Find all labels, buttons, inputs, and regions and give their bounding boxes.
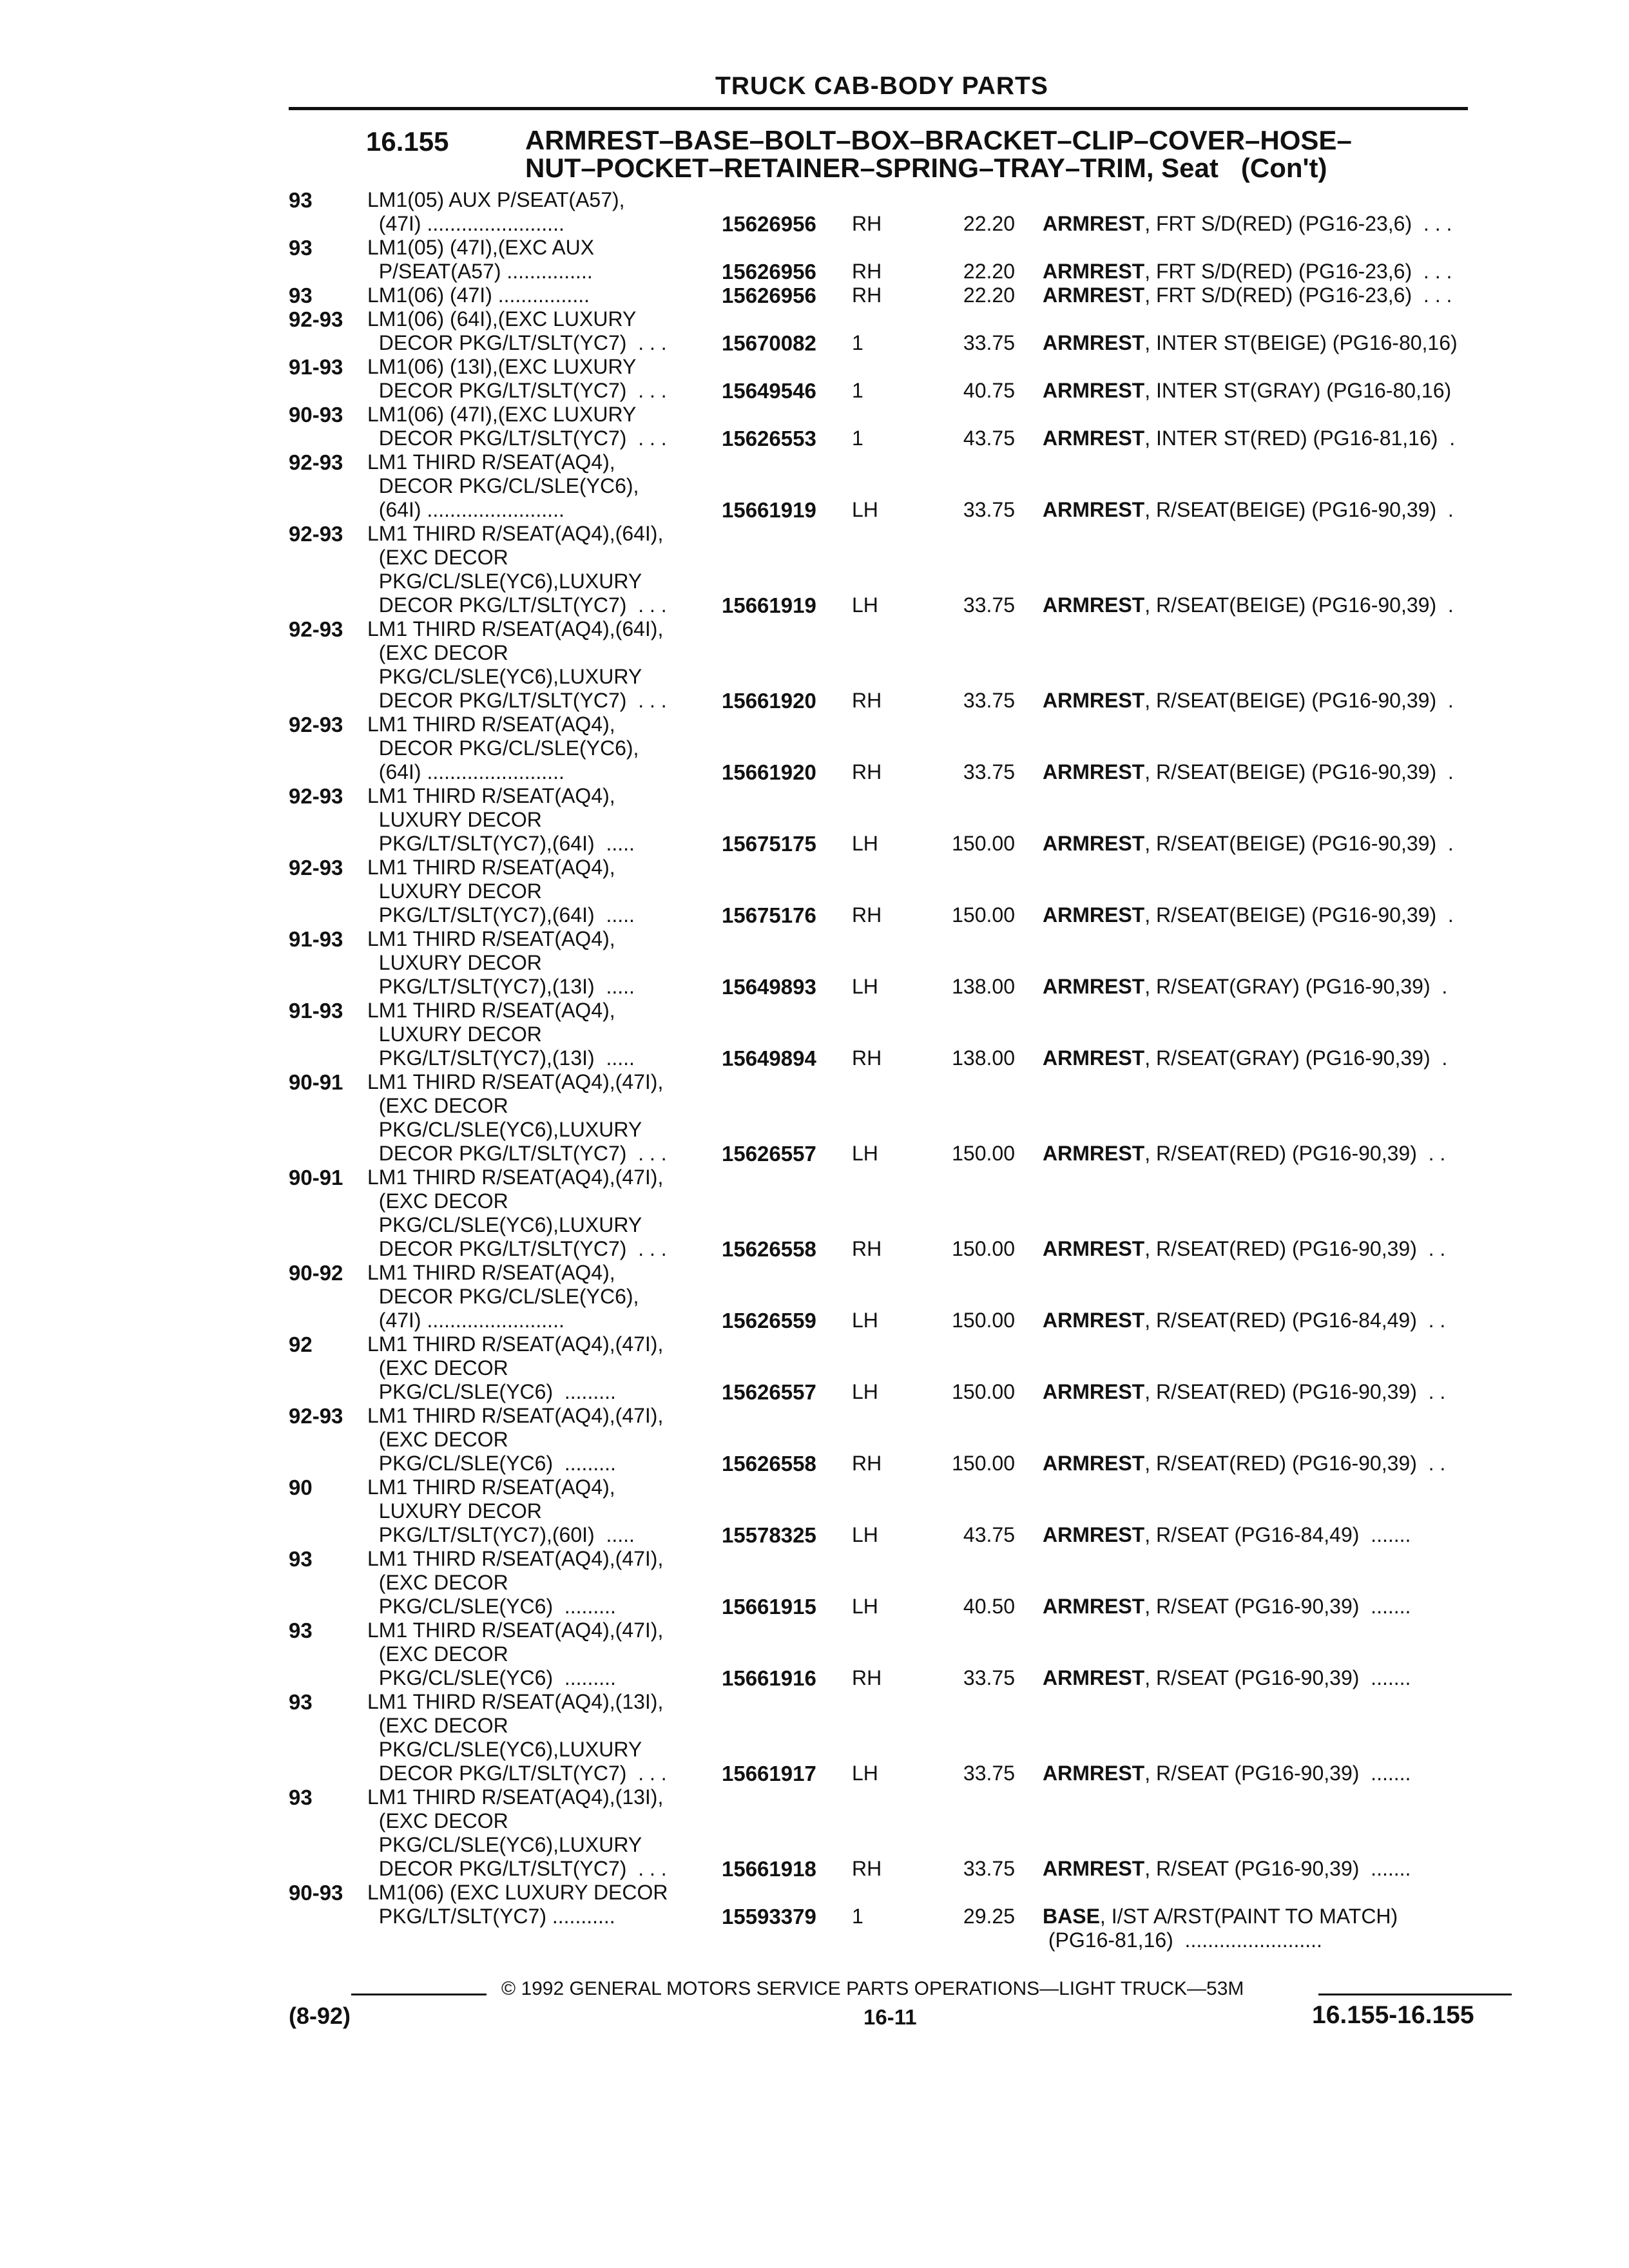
row-usage-description: LM1(05) (47I),(EXC AUX P/SEAT(A57) ............... — [367, 236, 595, 283]
row-part-name-main: ARMREST — [1043, 260, 1145, 283]
row-quantity: RH — [852, 1666, 882, 1689]
row-part-name-detail: , R/SEAT (PG16-90,39) ....... — [1144, 1666, 1411, 1689]
row-usage-description: LM1 THIRD R/SEAT(AQ4), DECOR PKG/CL/SLE(YC6), (64I) ........................ — [367, 713, 639, 783]
row-part-number: 15626557 — [722, 1142, 816, 1166]
row-part-name-main: ARMREST — [1043, 1237, 1145, 1260]
row-quantity: LH — [852, 1762, 878, 1785]
row-price: 33.75 — [963, 760, 1015, 783]
row-part-number: 15661918 — [722, 1857, 816, 1881]
row-model-years: 91-93 — [289, 999, 343, 1023]
row-part-number: 15649893 — [722, 975, 816, 999]
section-title-line-2: NUT–POCKET–RETAINER–SPRING–TRAY–TRIM, Seat (Con't) — [525, 153, 1327, 183]
footer-rule-left — [351, 1994, 487, 1995]
row-part-name-main: ARMREST — [1043, 1666, 1145, 1689]
row-model-years: 92-93 — [289, 713, 343, 736]
row-model-years: 92-93 — [289, 856, 343, 879]
row-part-name — [1043, 284, 1452, 307]
row-part-name — [1043, 1380, 1445, 1404]
row-part-number: 15626558 — [722, 1452, 816, 1475]
row-part-name-detail: , R/SEAT(BEIGE) (PG16-90,39) . — [1144, 593, 1454, 617]
row-part-name — [1043, 498, 1454, 522]
row-usage-description: LM1(06) (47I),(EXC LUXURY DECOR PKG/LT/SLT(YC7) . . . — [367, 403, 667, 450]
row-part-name-main: ARMREST — [1043, 903, 1145, 927]
row-price: 43.75 — [963, 427, 1015, 450]
row-part-name-main: ARMREST — [1043, 760, 1145, 783]
row-quantity: LH — [852, 1595, 878, 1618]
header-rule — [289, 107, 1468, 110]
row-price: 22.20 — [963, 260, 1015, 283]
row-quantity: 1 — [852, 1905, 863, 1928]
row-part-name-main: ARMREST — [1043, 689, 1145, 712]
row-part-number: 15661919 — [722, 593, 816, 617]
row-model-years: 92-93 — [289, 1404, 343, 1428]
section-title — [525, 126, 1352, 182]
row-model-years: 90-92 — [289, 1261, 343, 1285]
row-part-name-detail: , INTER ST(BEIGE) (PG16-80,16) — [1144, 331, 1458, 354]
row-part-name-main: ARMREST — [1043, 1762, 1145, 1785]
row-model-years: 93 — [289, 1619, 313, 1642]
row-price: 22.20 — [963, 284, 1015, 307]
row-model-years: 90 — [289, 1475, 313, 1499]
row-model-years: 91-93 — [289, 355, 343, 379]
row-part-name — [1043, 1857, 1411, 1881]
row-usage-description: LM1 THIRD R/SEAT(AQ4),(64I), (EXC DECOR PKG/CL/SLE(YC6),LUXURY DECOR PKG/LT/SLT(YC7) . . . — [367, 522, 667, 617]
row-part-name — [1043, 427, 1455, 450]
row-part-number: 15626557 — [722, 1380, 816, 1404]
row-model-years: 92-93 — [289, 307, 343, 331]
row-part-name — [1043, 975, 1447, 999]
row-price: 150.00 — [952, 1380, 1015, 1403]
row-model-years: 93 — [289, 1690, 313, 1714]
row-quantity: LH — [852, 1309, 878, 1332]
row-usage-description: LM1(06) (EXC LUXURY DECOR PKG/LT/SLT(YC7) ........... — [367, 1881, 668, 1928]
row-price: 22.20 — [963, 212, 1015, 235]
row-part-number: 15661920 — [722, 689, 816, 713]
row-part-name-detail: , FRT S/D(RED) (PG16-23,6) . . . — [1144, 284, 1452, 307]
row-quantity: RH — [852, 760, 882, 783]
row-part-name-main: BASE — [1043, 1905, 1100, 1928]
row-part-number: 15593379 — [722, 1905, 816, 1928]
row-part-number: 15661917 — [722, 1762, 816, 1785]
row-model-years: 92-93 — [289, 617, 343, 641]
row-usage-description: LM1(06) (47I) ................ — [367, 284, 590, 307]
row-part-name-main: ARMREST — [1043, 975, 1145, 998]
row-part-name-main: ARMREST — [1043, 212, 1145, 235]
row-quantity: RH — [852, 903, 882, 927]
row-part-name — [1043, 1666, 1411, 1690]
row-part-name-main: ARMREST — [1043, 832, 1145, 855]
row-price: 33.75 — [963, 1762, 1015, 1785]
row-quantity: 1 — [852, 331, 863, 354]
row-part-name — [1043, 1905, 1398, 1952]
page-header-title: TRUCK CAB-BODY PARTS — [715, 72, 1048, 100]
row-part-name-main: ARMREST — [1043, 498, 1145, 521]
row-quantity: LH — [852, 832, 878, 855]
row-part-name — [1043, 1046, 1447, 1070]
row-price: 33.75 — [963, 593, 1015, 617]
row-quantity: RH — [852, 689, 882, 712]
row-part-number: 15578325 — [722, 1523, 816, 1547]
row-part-name-detail: , R/SEAT (PG16-90,39) ....... — [1144, 1595, 1411, 1618]
row-usage-description: LM1 THIRD R/SEAT(AQ4), LUXURY DECOR PKG/LT/SLT(YC7),(60I) ..... — [367, 1475, 635, 1546]
row-usage-description: LM1(06) (64I),(EXC LUXURY DECOR PKG/LT/SLT(YC7) . . . — [367, 307, 667, 354]
row-part-number: 15626559 — [722, 1309, 816, 1332]
footer-copyright: © 1992 GENERAL MOTORS SERVICE PARTS OPERATIONS—LIGHT TRUCK—53M — [501, 1978, 1244, 1999]
row-usage-description: LM1 THIRD R/SEAT(AQ4),(47I), (EXC DECOR PKG/CL/SLE(YC6),LUXURY DECOR PKG/LT/SLT(YC7) . . . — [367, 1070, 667, 1165]
row-quantity: LH — [852, 498, 878, 521]
footer-date-code: (8-92) — [289, 2003, 351, 2029]
row-part-number: 15675175 — [722, 832, 816, 856]
row-quantity: 1 — [852, 379, 863, 402]
row-quantity: LH — [852, 593, 878, 617]
row-quantity: LH — [852, 1380, 878, 1403]
row-part-name-main: ARMREST — [1043, 1452, 1145, 1475]
row-part-name — [1043, 593, 1454, 617]
row-part-name — [1043, 689, 1454, 713]
row-part-name-detail: , R/SEAT(RED) (PG16-84,49) . . — [1144, 1309, 1446, 1332]
row-part-name — [1043, 1452, 1445, 1475]
row-part-name-detail: , R/SEAT (PG16-84,49) ....... — [1144, 1523, 1411, 1546]
row-model-years: 90-91 — [289, 1070, 343, 1094]
row-part-name-main: ARMREST — [1043, 1380, 1145, 1403]
row-part-name — [1043, 760, 1454, 784]
row-part-number: 15661915 — [722, 1595, 816, 1619]
row-quantity: RH — [852, 212, 882, 235]
row-price: 150.00 — [952, 1309, 1015, 1332]
row-part-name-detail: , R/SEAT (PG16-90,39) ....... — [1144, 1762, 1411, 1785]
row-usage-description: LM1 THIRD R/SEAT(AQ4),(13I), (EXC DECOR PKG/CL/SLE(YC6),LUXURY DECOR PKG/LT/SLT(YC7) . . . — [367, 1785, 667, 1880]
row-part-number: 15626956 — [722, 260, 816, 284]
row-price: 150.00 — [952, 1452, 1015, 1475]
row-part-name-detail: , R/SEAT(GRAY) (PG16-90,39) . — [1144, 975, 1448, 998]
row-price: 138.00 — [952, 1046, 1015, 1070]
row-usage-description: LM1 THIRD R/SEAT(AQ4),(47I), (EXC DECOR PKG/CL/SLE(YC6) ......... — [367, 1547, 664, 1618]
row-part-name — [1043, 260, 1452, 284]
row-part-name-detail: , FRT S/D(RED) (PG16-23,6) . . . — [1144, 212, 1452, 235]
row-part-number: 15670082 — [722, 331, 816, 355]
row-part-name-main: ARMREST — [1043, 379, 1145, 402]
row-part-number: 15649894 — [722, 1046, 816, 1070]
footer-rule-right — [1318, 1994, 1512, 1995]
row-quantity: LH — [852, 1523, 878, 1546]
row-part-name-detail: , I/ST A/RST(PAINT TO MATCH) (PG16-81,16) ........................ — [1048, 1905, 1398, 1952]
row-part-name-main: ARMREST — [1043, 331, 1145, 354]
row-quantity: LH — [852, 975, 878, 998]
row-price: 150.00 — [952, 1142, 1015, 1165]
row-model-years: 93 — [289, 236, 313, 260]
row-part-name-detail: , R/SEAT(BEIGE) (PG16-90,39) . — [1144, 760, 1454, 783]
row-usage-description: LM1 THIRD R/SEAT(AQ4), DECOR PKG/CL/SLE(YC6), (47I) ........................ — [367, 1261, 639, 1332]
row-model-years: 90-93 — [289, 403, 343, 427]
row-part-name — [1043, 903, 1454, 927]
row-part-name-main: ARMREST — [1043, 1309, 1145, 1332]
row-price: 33.75 — [963, 331, 1015, 354]
row-part-name-main: ARMREST — [1043, 1523, 1145, 1546]
row-part-name — [1043, 1595, 1411, 1619]
row-quantity: RH — [852, 1046, 882, 1070]
row-model-years: 91-93 — [289, 927, 343, 951]
row-usage-description: LM1 THIRD R/SEAT(AQ4),(64I), (EXC DECOR PKG/CL/SLE(YC6),LUXURY DECOR PKG/LT/SLT(YC7) . . . — [367, 617, 667, 712]
footer-page-number: 16-11 — [863, 2005, 917, 2029]
row-quantity: RH — [852, 1452, 882, 1475]
row-model-years: 92 — [289, 1332, 313, 1356]
row-model-years: 92-93 — [289, 522, 343, 546]
row-model-years: 93 — [289, 284, 313, 307]
row-part-name-detail: , R/SEAT (PG16-90,39) ....... — [1144, 1857, 1411, 1880]
row-part-name — [1043, 1142, 1445, 1166]
row-usage-description: LM1 THIRD R/SEAT(AQ4), LUXURY DECOR PKG/LT/SLT(YC7),(64I) ..... — [367, 784, 635, 855]
row-usage-description: LM1(05) AUX P/SEAT(A57), (47I) ........................ — [367, 188, 625, 235]
row-model-years: 93 — [289, 1547, 313, 1571]
row-price: 43.75 — [963, 1523, 1015, 1546]
row-model-years: 90-91 — [289, 1166, 343, 1189]
row-quantity: RH — [852, 1237, 882, 1260]
row-part-name-detail: , R/SEAT(BEIGE) (PG16-90,39) . — [1144, 689, 1454, 712]
row-usage-description: LM1 THIRD R/SEAT(AQ4), LUXURY DECOR PKG/LT/SLT(YC7),(64I) ..... — [367, 856, 635, 927]
row-usage-description: LM1 THIRD R/SEAT(AQ4), LUXURY DECOR PKG/LT/SLT(YC7),(13I) ..... — [367, 999, 635, 1070]
row-part-name-main: ARMREST — [1043, 284, 1145, 307]
row-part-name-main: ARMREST — [1043, 1857, 1145, 1880]
row-usage-description: LM1 THIRD R/SEAT(AQ4),(47I), (EXC DECOR PKG/CL/SLE(YC6) ......... — [367, 1332, 664, 1403]
row-part-name — [1043, 379, 1451, 403]
row-usage-description: LM1 THIRD R/SEAT(AQ4),(47I), (EXC DECOR PKG/CL/SLE(YC6) ......... — [367, 1404, 664, 1475]
row-part-name-detail: , R/SEAT(BEIGE) (PG16-90,39) . — [1144, 498, 1454, 521]
row-part-name — [1043, 212, 1452, 236]
row-part-number: 15661919 — [722, 498, 816, 522]
row-price: 29.25 — [963, 1905, 1015, 1928]
row-part-number: 15626956 — [722, 212, 816, 236]
section-number: 16.155 — [366, 126, 449, 157]
row-quantity: RH — [852, 284, 882, 307]
row-price: 33.75 — [963, 1666, 1015, 1689]
row-part-number: 15661920 — [722, 760, 816, 784]
row-part-name — [1043, 1523, 1411, 1547]
row-part-number: 15661916 — [722, 1666, 816, 1690]
row-part-name-detail: , INTER ST(RED) (PG16-81,16) . — [1144, 427, 1456, 450]
row-usage-description: LM1(06) (13I),(EXC LUXURY DECOR PKG/LT/SLT(YC7) . . . — [367, 355, 667, 402]
row-usage-description: LM1 THIRD R/SEAT(AQ4),(13I), (EXC DECOR PKG/CL/SLE(YC6),LUXURY DECOR PKG/LT/SLT(YC7) . . . — [367, 1690, 667, 1785]
row-part-name-detail: , INTER ST(GRAY) (PG16-80,16) — [1144, 379, 1452, 402]
row-model-years: 93 — [289, 188, 313, 212]
row-part-name — [1043, 331, 1458, 355]
row-part-name-detail: , R/SEAT(RED) (PG16-90,39) . . — [1144, 1237, 1446, 1260]
row-model-years: 93 — [289, 1785, 313, 1809]
row-part-name-detail: , FRT S/D(RED) (PG16-23,6) . . . — [1144, 260, 1452, 283]
row-quantity: LH — [852, 1142, 878, 1165]
row-price: 138.00 — [952, 975, 1015, 998]
row-part-name-main: ARMREST — [1043, 1046, 1145, 1070]
row-price: 33.75 — [963, 1857, 1015, 1880]
row-part-name — [1043, 1237, 1445, 1261]
row-quantity: 1 — [852, 427, 863, 450]
row-part-number: 15626558 — [722, 1237, 816, 1261]
row-price: 150.00 — [952, 1237, 1015, 1260]
row-price: 150.00 — [952, 903, 1015, 927]
row-quantity: RH — [852, 1857, 882, 1880]
row-part-name-detail: , R/SEAT(RED) (PG16-90,39) . . — [1144, 1380, 1446, 1403]
section-title-line-1: ARMREST–BASE–BOLT–BOX–BRACKET–CLIP–COVER–HOSE– — [525, 125, 1352, 155]
row-part-name-detail: , R/SEAT(RED) (PG16-90,39) . . — [1144, 1142, 1446, 1165]
row-part-name-detail: , R/SEAT(RED) (PG16-90,39) . . — [1144, 1452, 1446, 1475]
row-part-name-main: ARMREST — [1043, 1142, 1145, 1165]
row-price: 33.75 — [963, 498, 1015, 521]
row-part-name-main: ARMREST — [1043, 427, 1145, 450]
row-price: 40.50 — [963, 1595, 1015, 1618]
row-part-number: 15675176 — [722, 903, 816, 927]
row-price: 40.75 — [963, 379, 1015, 402]
row-usage-description: LM1 THIRD R/SEAT(AQ4), LUXURY DECOR PKG/LT/SLT(YC7),(13I) ..... — [367, 927, 635, 998]
row-part-name — [1043, 1309, 1445, 1332]
row-model-years: 90-93 — [289, 1881, 343, 1905]
row-part-name — [1043, 832, 1454, 856]
row-part-number: 15626956 — [722, 284, 816, 307]
footer-section-range: 16.155-16.155 — [1312, 2001, 1474, 2029]
row-part-name — [1043, 1762, 1411, 1785]
row-part-name-detail: , R/SEAT(BEIGE) (PG16-90,39) . — [1144, 832, 1454, 855]
row-part-name-detail: , R/SEAT(BEIGE) (PG16-90,39) . — [1144, 903, 1454, 927]
row-price: 150.00 — [952, 832, 1015, 855]
row-usage-description: LM1 THIRD R/SEAT(AQ4),(47I), (EXC DECOR PKG/CL/SLE(YC6),LUXURY DECOR PKG/LT/SLT(YC7) . . . — [367, 1166, 667, 1260]
row-part-name-detail: , R/SEAT(GRAY) (PG16-90,39) . — [1144, 1046, 1448, 1070]
row-part-name-main: ARMREST — [1043, 593, 1145, 617]
row-model-years: 92-93 — [289, 784, 343, 808]
row-part-name-main: ARMREST — [1043, 1595, 1145, 1618]
row-quantity: RH — [852, 260, 882, 283]
row-model-years: 92-93 — [289, 450, 343, 474]
row-usage-description: LM1 THIRD R/SEAT(AQ4),(47I), (EXC DECOR PKG/CL/SLE(YC6) ......... — [367, 1619, 664, 1689]
row-part-number: 15626553 — [722, 427, 816, 450]
row-part-number: 15649546 — [722, 379, 816, 403]
row-price: 33.75 — [963, 689, 1015, 712]
row-usage-description: LM1 THIRD R/SEAT(AQ4), DECOR PKG/CL/SLE(YC6), (64I) ........................ — [367, 450, 639, 521]
